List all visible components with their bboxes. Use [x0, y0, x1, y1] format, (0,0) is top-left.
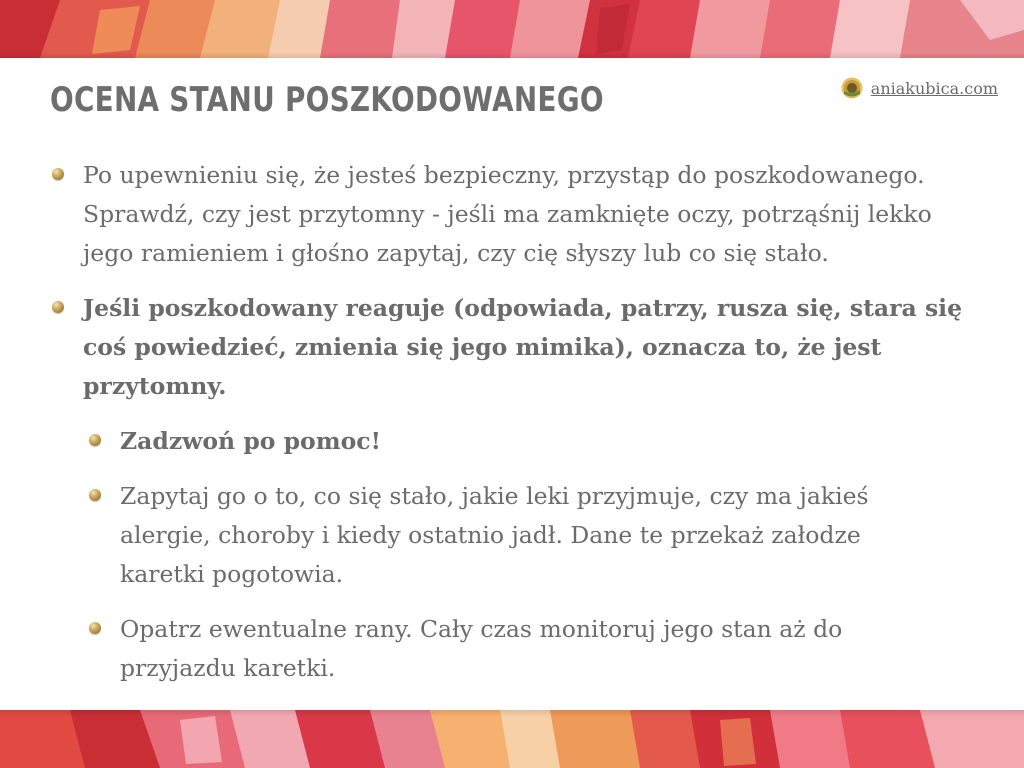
bullet-list — [50, 156, 1000, 704]
bullet-icon — [52, 168, 64, 180]
sub-bullet-item — [87, 422, 917, 461]
brand-link-group[interactable] — [841, 77, 998, 99]
sunflower-logo-icon — [841, 77, 863, 99]
bullet-text: Jeśli poszkodowany reaguje (odpowiada, patrzy, rusza się, stara się coś powiedzieć, zmienia się jego mimika), oznacza to, że jest przytomny. — [83, 294, 963, 400]
slide-title: OCENA STANU POSZKODOWANEGO — [50, 80, 604, 120]
sub-bullet-item — [87, 610, 917, 688]
bullet-icon — [52, 301, 64, 313]
bullet-text: Po upewnieniu się, że jesteś bezpieczny, przystąp do poszkodowanego. Sprawdź, czy jest przytomny - jeśli ma zamknięte oczy, potrząśnij lekko jego ramieniem i głośno zapytaj, czy cię słyszy lub co się stało. — [83, 161, 932, 267]
bullet-icon — [89, 622, 101, 634]
website-link[interactable]: aniakubica.com — [870, 78, 998, 98]
decorative-paint-band-top — [0, 0, 1024, 58]
bullet-icon — [89, 489, 101, 501]
bullet-item — [50, 156, 980, 273]
bullet-text: Zapytaj go o to, co się stało, jakie leki przyjmuje, czy ma jakieś alergie, choroby i kiedy ostatnio jadł. Dane te przekaż załodze karetki pogotowia. — [120, 482, 869, 588]
bullet-text: Opatrz ewentualne rany. Cały czas monitoruj jego stan aż do przyjazdu karetki. — [120, 615, 843, 682]
bullet-text: Zadzwoń po pomoc! — [120, 427, 381, 455]
sub-bullet-item — [87, 477, 917, 594]
decorative-paint-band-bottom — [0, 710, 1024, 768]
bullet-item — [50, 289, 980, 406]
bullet-icon — [89, 434, 101, 446]
